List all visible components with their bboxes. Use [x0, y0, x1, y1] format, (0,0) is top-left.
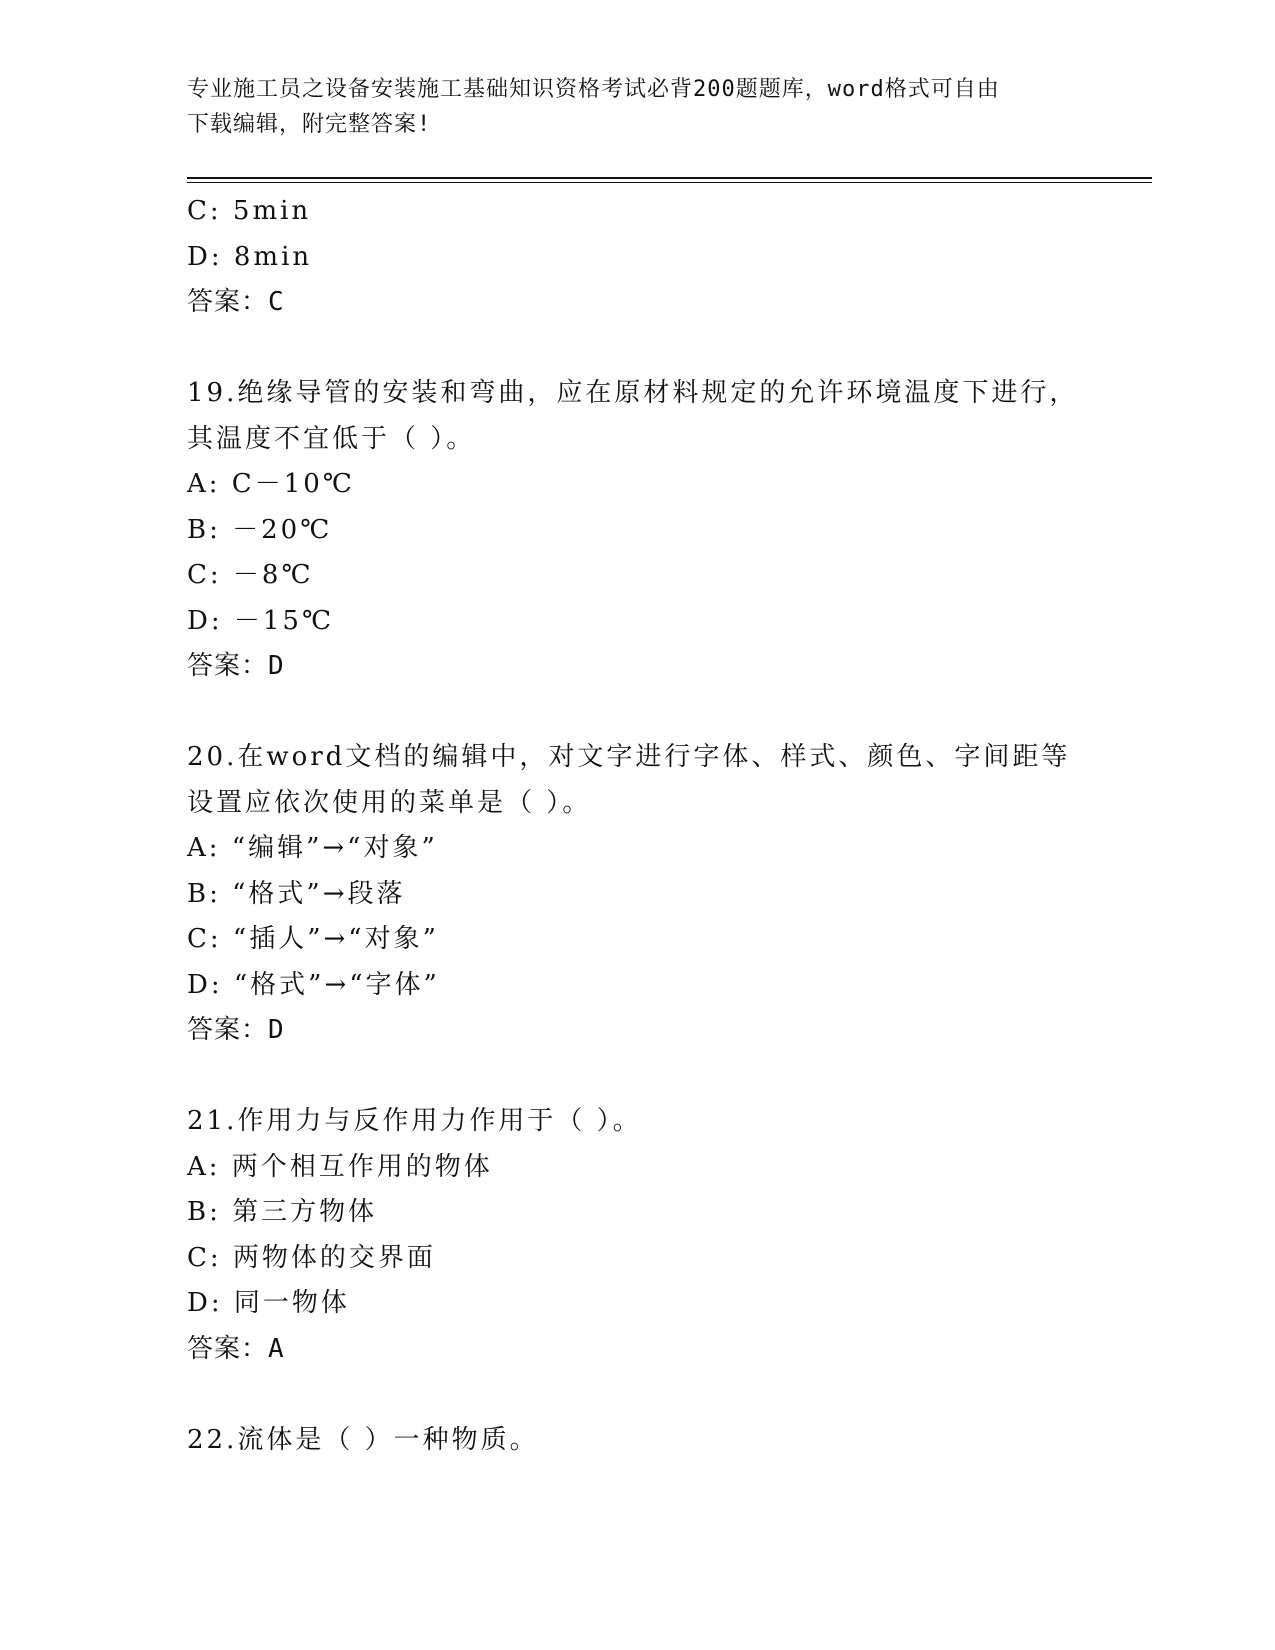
- option-d: D: 8min: [187, 241, 313, 272]
- option-a: A: 两个相互作用的物体: [187, 1151, 493, 1182]
- option-c: C: －8℃: [187, 560, 314, 590]
- spacer: [187, 1054, 1087, 1100]
- question-stem-line-2: 设置应依次使用的菜单是（ ）。: [187, 787, 592, 818]
- header-line-1: 专业施工员之设备安装施工基础知识资格考试必背200题题库，word格式可自由: [187, 77, 1000, 102]
- answer-label: 答案：D: [187, 651, 285, 681]
- spacer: [187, 1372, 1087, 1418]
- header-divider-thick: [187, 177, 1152, 179]
- option-b: B: －20℃: [187, 514, 333, 545]
- answer-label: 答案：D: [187, 1015, 285, 1045]
- answer-label: 答案：C: [187, 287, 285, 317]
- question-stem-line-1: 21.作用力与反作用力作用于（ ）。: [187, 1106, 642, 1136]
- question-20: [187, 735, 1087, 1054]
- option-c: C: 两物体的交界面: [187, 1242, 436, 1273]
- question-stem-line-1: 19.绝缘导管的安装和弯曲，应在原材料规定的允许环境温度下进行，: [187, 378, 1079, 408]
- option-d: D: “格式”→“字体”: [187, 969, 440, 1000]
- option-d: D: －15℃: [187, 605, 335, 636]
- question-stem-line-1: 22.流体是（ ）一种物质。: [187, 1424, 539, 1455]
- spacer: [187, 326, 1087, 372]
- spacer: [187, 690, 1087, 736]
- header-divider-thin: [187, 182, 1152, 183]
- document-header: [187, 72, 1067, 142]
- option-b: B: 第三方物体: [187, 1197, 378, 1227]
- question-stem-line-2: 其温度不宜低于（ ）。: [187, 423, 476, 454]
- option-a: A: “编辑”→“对象”: [187, 833, 438, 863]
- option-a: A: C－10℃: [187, 469, 355, 499]
- option-c: C: “插人”→“对象”: [187, 924, 439, 954]
- document-body: [187, 189, 1087, 1463]
- answer-label: 答案：A: [187, 1333, 285, 1364]
- question-21: [187, 1099, 1087, 1372]
- header-line-2: 下载编辑，附完整答案!: [187, 112, 432, 137]
- question-22: [187, 1418, 1087, 1464]
- option-d: D: 同一物体: [187, 1288, 350, 1318]
- option-c: C: 5min: [187, 196, 312, 226]
- question-18: [187, 189, 1087, 326]
- option-b: B: “格式”→段落: [187, 878, 406, 909]
- question-19: [187, 371, 1087, 690]
- question-stem-line-1: 20.在word文档的编辑中，对文字进行字体、样式、颜色、字间距等: [187, 742, 1071, 772]
